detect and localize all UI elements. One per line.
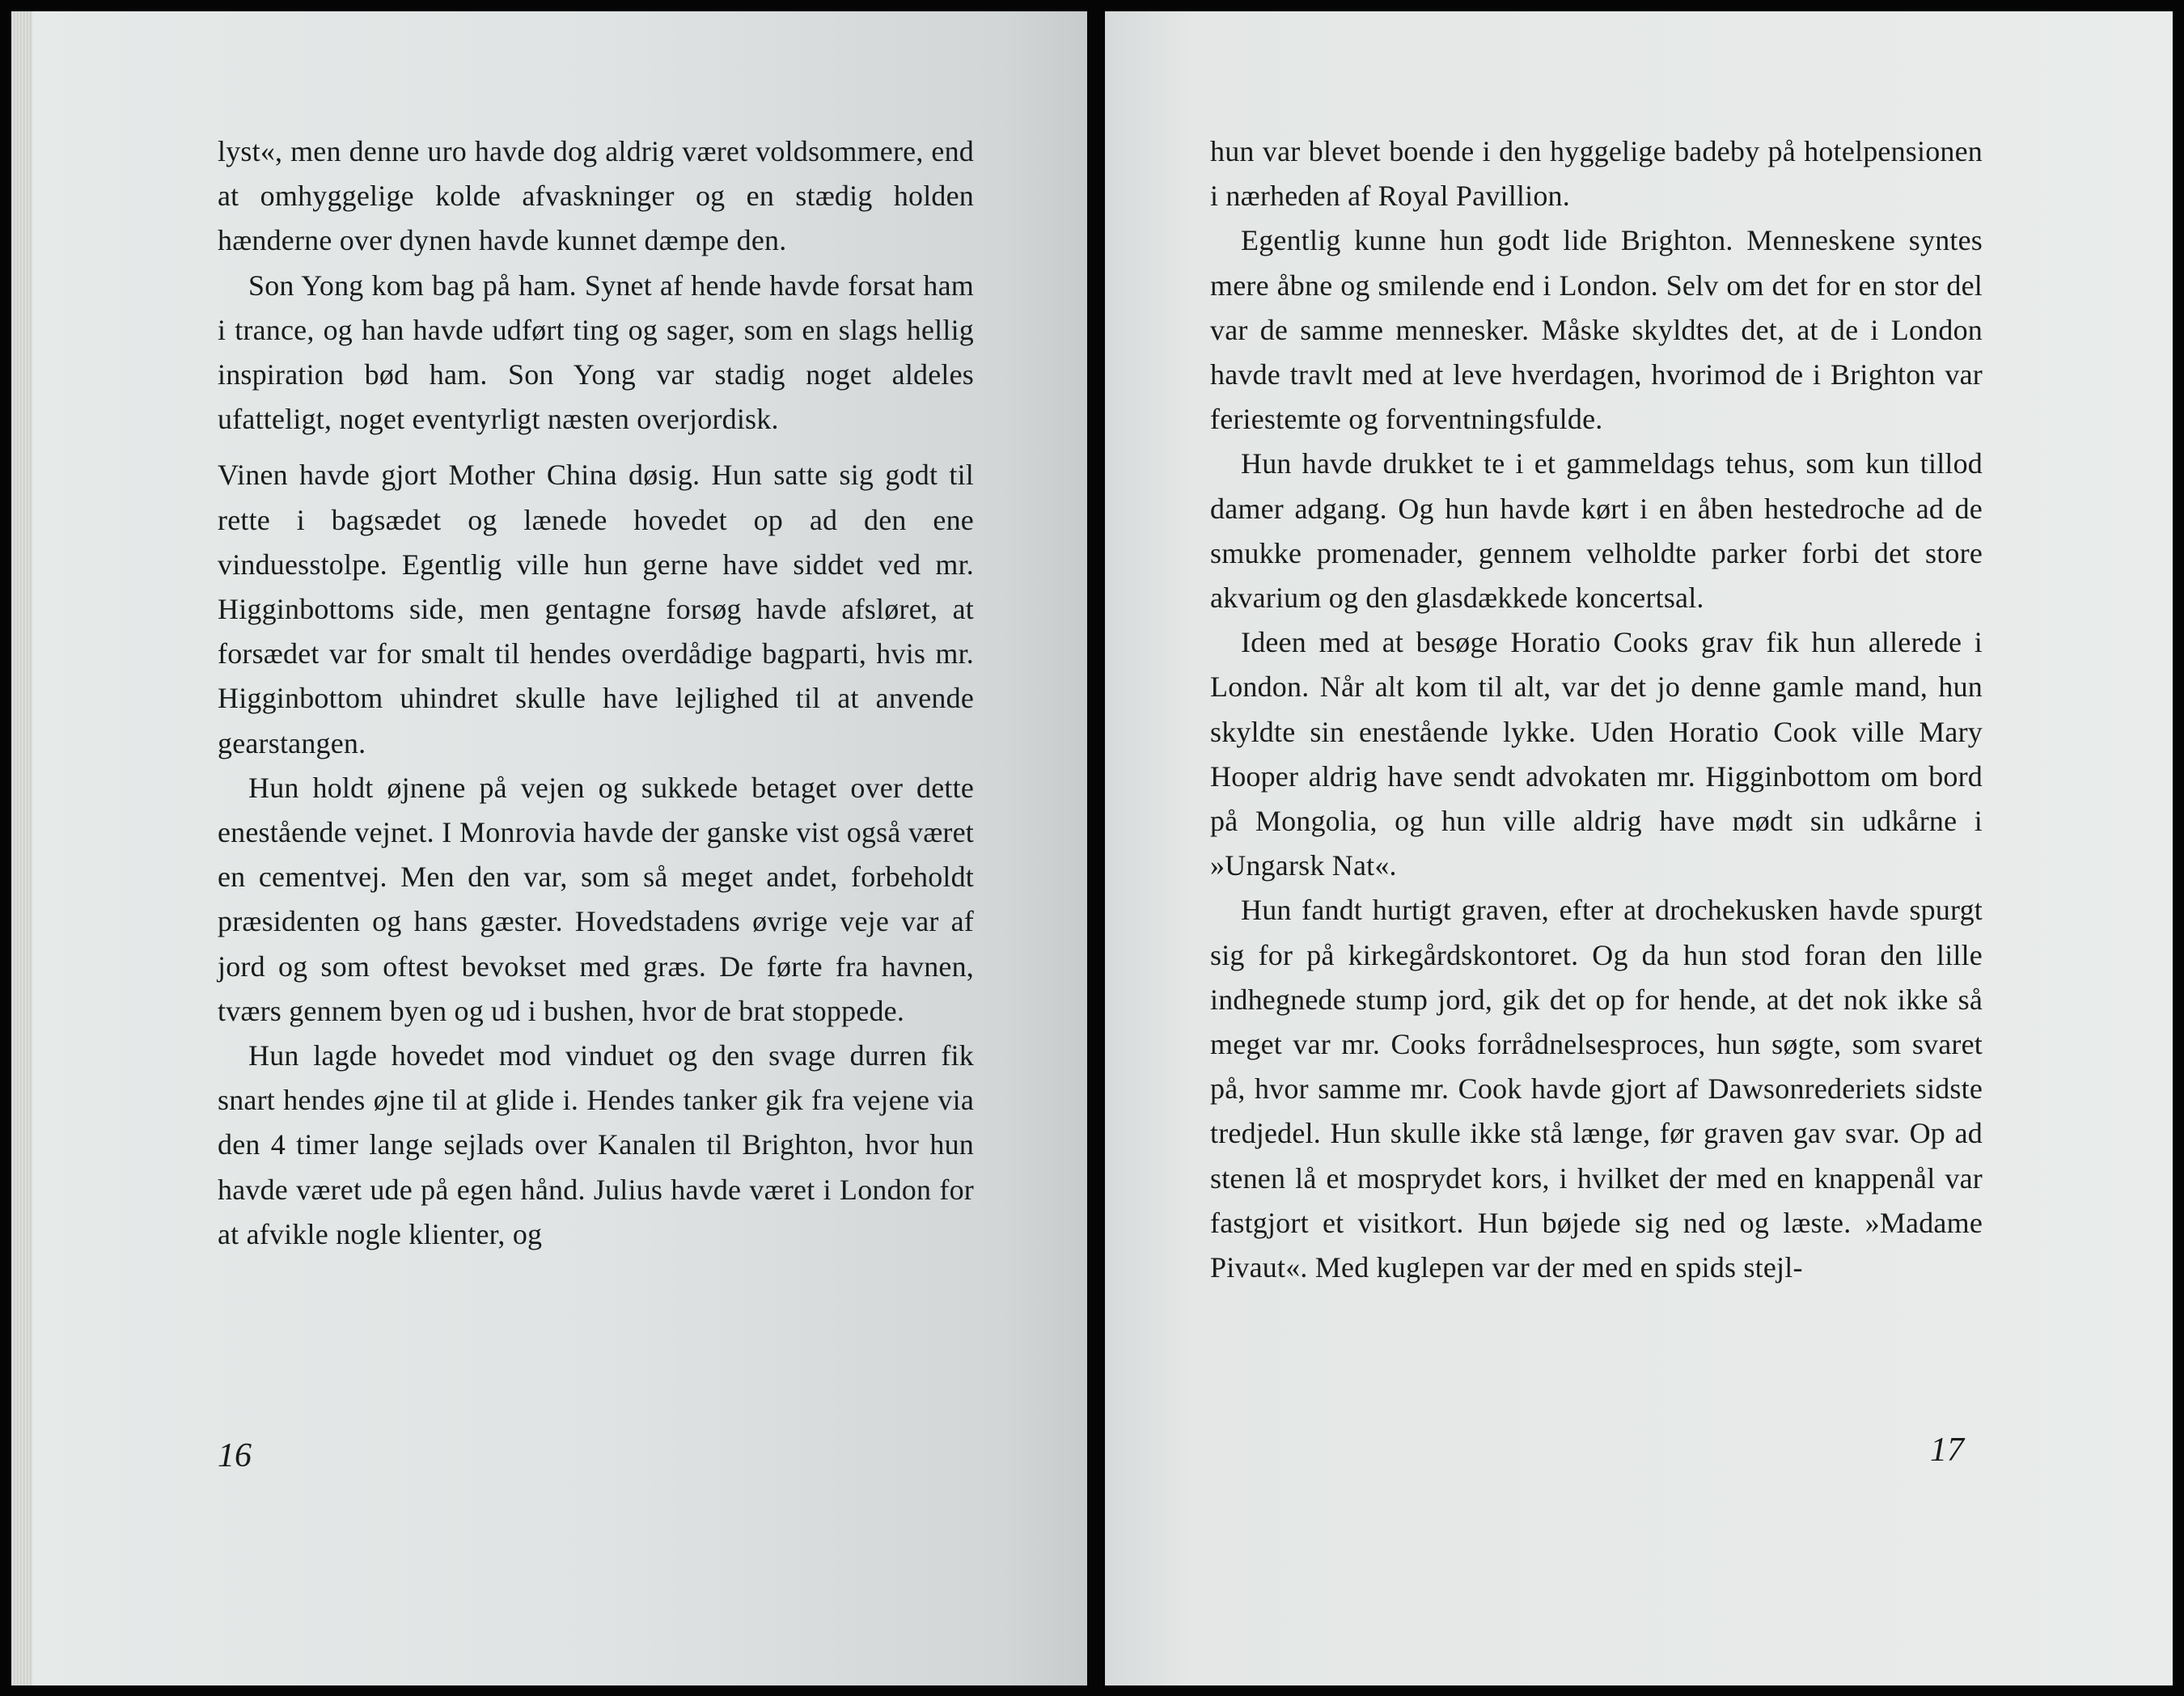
paragraph: Ideen med at besøge Horatio Cooks grav fik hun allerede i London. Når alt kom til alt, var det jo denne gamle mand, hun skyldte sin enestående lykke. Uden Horatio Cook ville Mary Hooper aldrig have sendt advokaten mr. Higginbottom om bord på Mongolia, og hun ville aldrig have mødt sin udkårne i »Ungarsk Nat«. bbox=[1210, 626, 1983, 882]
right-page bbox=[1105, 11, 2173, 1685]
left-page-text bbox=[218, 129, 974, 1257]
paragraph: Hun havde drukket te i et gammeldags tehus, som kun tillod damer adgang. Og hun havde kørt i en åben hestedroche ad de smukke promenader, gennem velholdte parker forbi det store akvarium og den glasdækkede koncertsal. bbox=[1210, 447, 1983, 615]
page-number: 16 bbox=[218, 1437, 252, 1474]
paragraph: Son Yong kom bag på ham. Synet af hende havde forsat ham i trance, og han havde udført ting og sager, som en slags hellig inspiration bød ham. Son Yong var stadig noget aldeles ufatteligt, noget eventyrligt næsten overjordisk. bbox=[218, 269, 974, 436]
right-page-text bbox=[1210, 129, 1983, 1290]
paragraph: Egentlig kunne hun godt lide Brighton. Menneskene syntes mere åbne og smilende end i London. Selv om det for en stor del var de samme mennesker. Måske skyldtes det, at de i London havde travlt med at leve hverdagen, hvorimod de i Brighton var feriestemte og forventningsfulde. bbox=[1210, 224, 1983, 436]
paragraph: lyst«, men denne uro havde dog aldrig været voldsommere, end at omhyggelige kolde afvaskninger og en stædig holden hænderne over dynen havde kunnet dæmpe den. bbox=[218, 135, 974, 257]
paragraph: Hun fandt hurtigt graven, efter at drochekusken havde spurgt sig for på kirkegårdskontoret. Og da hun stod foran den lille indhegnede stump jord, gik det op for hende, at det nok ikke så meget var mr. Cooks forrådnelsesproces, hun søgte, som svaret på, hvor samme mr. Cook havde gjort af Dawsonrederiets sidste tredjedel. Hun skulle ikke stå længe, før graven gav svar. Op ad stenen lå et mosprydet kors, i hvilket der med en knappenål var fastgjort et visitkort. Hun bøjede sig ned og læste. »Madame Pivaut«. Med kuglepen var der med en spids stejl- bbox=[1210, 894, 1983, 1284]
page-edge bbox=[11, 11, 32, 1685]
left-page bbox=[11, 11, 1087, 1685]
page-number: 17 bbox=[1930, 1432, 1964, 1469]
paragraph: Hun lagde hovedet mod vinduet og den svage durren fik snart hendes øjne til at glide i. Hendes tanker gik fra vejene via den 4 timer lange sejlads over Kanalen til Brighton, hvor hun havde været ude på egen hånd. Julius havde været i London for at afvikle nogle klienter, og bbox=[218, 1039, 974, 1250]
paragraph: Hun holdt øjnene på vejen og sukkede betaget over dette enestående vejnet. I Monrovia havde der ganske vist også været en cementvej. Men den var, som så meget andet, forbeholdt præsidenten og hans gæster. Hovedstadens øvrige veje var af jord og som oftest bevokset med græs. De førte fra havnen, tværs gennem byen og ud i bushen, hvor de brat stoppede. bbox=[218, 771, 974, 1027]
paragraph: Vinen havde gjort Mother China døsig. Hun satte sig godt til rette i bagsædet og lænede hovedet op ad den ene vinduesstolpe. Egentlig ville hun gerne have siddet ved mr. Higginbottoms side, men gentagne forsøg havde afsløret, at forsædet var for smalt til hendes overdådige bagparti, hvis mr. Higginbottom uhindret skulle have lejlighed til at anvende gearstangen. bbox=[218, 459, 974, 759]
paragraph: hun var blevet boende i den hyggelige badeby på hotelpensionen i nærheden af Royal Pavillion. bbox=[1210, 135, 1983, 213]
